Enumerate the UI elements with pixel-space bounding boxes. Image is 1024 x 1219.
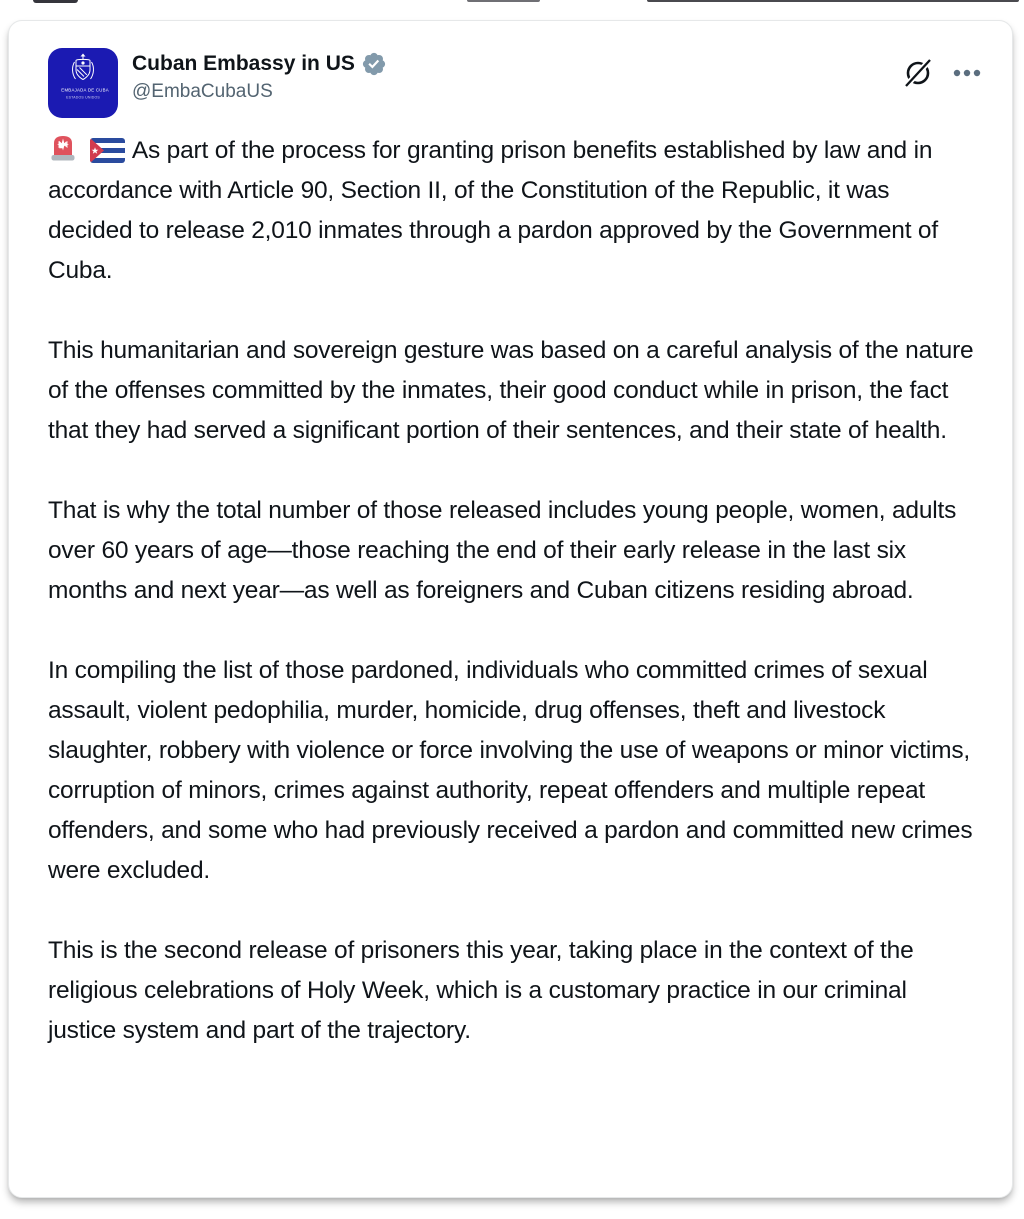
cropped-ui-fragment-right — [647, 0, 1019, 2]
cropped-ui-fragment-left — [33, 0, 78, 3]
cuba-coat-of-arms-icon — [67, 53, 99, 87]
tweet-paragraph: That is why the total number of those released includes young people, women, adults over 60 years of age—those reaching the end of their early release in the last six months and next year—as well as foreigners and Cuban citizens residing abroad. — [48, 497, 957, 604]
police-light-emoji — [48, 133, 78, 163]
tweet-paragraph-text: As part of the process for granting prison benefits established by law and in accordance with Article 90, Section II, of the Constitution of the Republic, it was decided to release 2,010 inmates through a pardon approved by the Government of Cuba. — [48, 137, 938, 284]
cropped-ui-fragment-middle — [467, 0, 540, 2]
more-button[interactable] — [950, 65, 984, 81]
author-name-row — [132, 51, 387, 77]
tweet-paragraph: In compiling the list of those pardoned, individuals who committed crimes of sexual assault, violent pedophilia, murder, homicide, drug offenses, theft and livestock slaughter, robbery with violence or force involving the use of weapons or minor victims, corruption of minors, crimes against authority, repeat offenders and multiple repeat offenders, and some who had previously received a pardon and committed new crimes were excluded. — [48, 657, 973, 884]
avatar-text-line2: ESTADOS UNIDOS — [66, 95, 100, 100]
grok-slashed-circle-icon — [902, 57, 934, 89]
author-block — [132, 48, 387, 104]
author-name[interactable]: Cuban Embassy in US — [132, 52, 355, 75]
verified-badge-icon — [361, 51, 387, 77]
avatar-text-line1: EMBAJADA DE CUBA — [61, 88, 109, 93]
tweet-paragraph: This is the second release of prisoners this year, taking place in the context of the religious celebrations of Holy Week, which is a customary practice in our criminal justice system and part of the trajectory. — [48, 937, 914, 1044]
grok-button[interactable] — [900, 55, 936, 91]
more-ellipsis-icon — [952, 67, 982, 79]
tweet-card — [8, 20, 1013, 1198]
tweet-paragraph: This humanitarian and sovereign gesture was based on a careful analysis of the nature of the offenses committed by the inmates, their good conduct while in prison, the fact that they had served a significant portion of their sentences, and their state of health. — [48, 337, 974, 444]
tweet-paragraph — [48, 131, 976, 291]
header-actions — [900, 48, 984, 91]
tweet-text — [9, 131, 1012, 1051]
avatar[interactable] — [48, 48, 118, 118]
tweet-header — [9, 21, 1012, 118]
author-handle[interactable]: @EmbaCubaUS — [132, 81, 273, 102]
cuba-flag-emoji — [90, 138, 125, 163]
